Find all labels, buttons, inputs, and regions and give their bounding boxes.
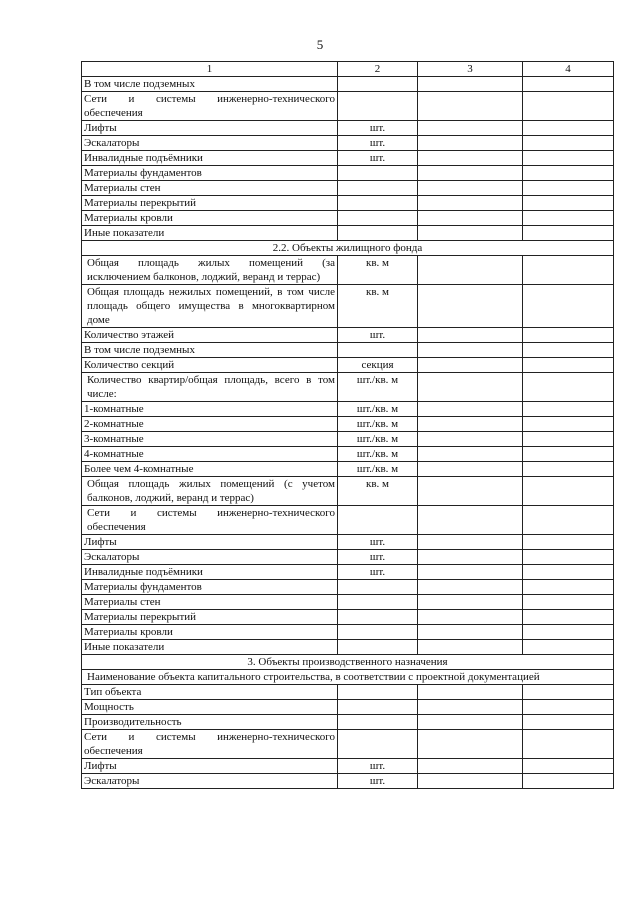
empty-cell-col4 xyxy=(523,759,614,774)
empty-cell-col3 xyxy=(418,285,523,328)
row-label: Эскалаторы xyxy=(82,136,338,151)
empty-cell-col3 xyxy=(418,685,523,700)
empty-cell-col3 xyxy=(418,166,523,181)
empty-cell-col3 xyxy=(418,77,523,92)
row-label: Сети и системы инженерно-технического обеспечения xyxy=(82,92,338,121)
empty-cell-col4 xyxy=(523,700,614,715)
empty-cell-col3 xyxy=(418,759,523,774)
empty-cell-col4 xyxy=(523,211,614,226)
empty-cell-col4 xyxy=(523,774,614,789)
empty-cell-col3 xyxy=(418,226,523,241)
row-unit xyxy=(338,610,418,625)
empty-cell-col4 xyxy=(523,417,614,432)
table-row xyxy=(82,343,614,358)
row-label: Количество этажей xyxy=(82,328,338,343)
empty-cell-col3 xyxy=(418,640,523,655)
table-row xyxy=(82,759,614,774)
empty-cell-col3 xyxy=(418,774,523,789)
empty-cell-col4 xyxy=(523,685,614,700)
empty-cell-col3 xyxy=(418,211,523,226)
empty-cell-col4 xyxy=(523,447,614,462)
table-row xyxy=(82,774,614,789)
section-heading: 2.2. Объекты жилищного фонда xyxy=(82,241,614,256)
row-label: В том числе подземных xyxy=(82,343,338,358)
empty-cell-col4 xyxy=(523,595,614,610)
table-row xyxy=(82,700,614,715)
row-unit xyxy=(338,226,418,241)
table-row xyxy=(82,595,614,610)
row-unit xyxy=(338,730,418,759)
empty-cell-col3 xyxy=(418,136,523,151)
table-row xyxy=(82,226,614,241)
empty-cell-col4 xyxy=(523,151,614,166)
empty-cell-col3 xyxy=(418,151,523,166)
empty-cell-col3 xyxy=(418,715,523,730)
row-unit: шт./кв. м xyxy=(338,402,418,417)
row-unit: шт. xyxy=(338,759,418,774)
row-label: Лифты xyxy=(82,759,338,774)
row-unit xyxy=(338,77,418,92)
row-unit: шт./кв. м xyxy=(338,417,418,432)
empty-cell-col3 xyxy=(418,92,523,121)
table-row xyxy=(82,670,614,685)
empty-cell-col4 xyxy=(523,285,614,328)
row-unit: кв. м xyxy=(338,285,418,328)
empty-cell-col4 xyxy=(523,550,614,565)
empty-cell-col3 xyxy=(418,196,523,211)
empty-cell-col3 xyxy=(418,462,523,477)
row-unit xyxy=(338,715,418,730)
table-row xyxy=(82,432,614,447)
empty-cell-col3 xyxy=(418,328,523,343)
empty-cell-col4 xyxy=(523,625,614,640)
empty-cell-col3 xyxy=(418,610,523,625)
empty-cell-col4 xyxy=(523,181,614,196)
row-label: Общая площадь жилых помещений (с учетом балконов, лоджий, веранд и террас) xyxy=(82,477,338,506)
empty-cell-col3 xyxy=(418,447,523,462)
column-header-1: 1 xyxy=(82,62,338,77)
table-row xyxy=(82,685,614,700)
row-unit xyxy=(338,211,418,226)
table-row xyxy=(82,550,614,565)
row-unit xyxy=(338,166,418,181)
empty-cell-col4 xyxy=(523,432,614,447)
empty-cell-col4 xyxy=(523,402,614,417)
empty-cell-col3 xyxy=(418,373,523,402)
column-header-3: 3 xyxy=(418,62,523,77)
row-label: Материалы стен xyxy=(82,595,338,610)
row-unit: шт. xyxy=(338,121,418,136)
empty-cell-col4 xyxy=(523,477,614,506)
table-row xyxy=(82,166,614,181)
row-label: Инвалидные подъёмники xyxy=(82,151,338,166)
row-label: Материалы кровли xyxy=(82,211,338,226)
table-row xyxy=(82,535,614,550)
row-label: Эскалаторы xyxy=(82,550,338,565)
page-number: 5 xyxy=(316,37,324,52)
table-row xyxy=(82,196,614,211)
table-body xyxy=(82,77,614,789)
table-row xyxy=(82,477,614,506)
table-row xyxy=(82,373,614,402)
empty-cell-col4 xyxy=(523,92,614,121)
empty-cell-col3 xyxy=(418,402,523,417)
table-row xyxy=(82,151,614,166)
row-label: Общая площадь нежилых помещений, в том числе площадь общего имущества в многоквартирном доме xyxy=(82,285,338,328)
row-unit: шт. xyxy=(338,136,418,151)
table-row xyxy=(82,256,614,285)
row-label: Более чем 4-комнатные xyxy=(82,462,338,477)
empty-cell-col4 xyxy=(523,610,614,625)
empty-cell-col3 xyxy=(418,256,523,285)
empty-cell-col4 xyxy=(523,358,614,373)
empty-cell-col4 xyxy=(523,715,614,730)
table-row xyxy=(82,506,614,535)
row-label: 2-комнатные xyxy=(82,417,338,432)
row-unit xyxy=(338,343,418,358)
row-label: В том числе подземных xyxy=(82,77,338,92)
row-label: Количество секций xyxy=(82,358,338,373)
table-row xyxy=(82,358,614,373)
empty-cell-col4 xyxy=(523,136,614,151)
table-row xyxy=(82,77,614,92)
empty-cell-col3 xyxy=(418,417,523,432)
table-row xyxy=(82,285,614,328)
empty-cell-col3 xyxy=(418,358,523,373)
table-row xyxy=(82,580,614,595)
row-unit xyxy=(338,625,418,640)
row-unit xyxy=(338,685,418,700)
empty-cell-col3 xyxy=(418,181,523,196)
row-label: Сети и системы инженерно-технического обеспечения xyxy=(82,730,338,759)
row-unit: шт. xyxy=(338,565,418,580)
empty-cell-col3 xyxy=(418,343,523,358)
empty-cell-col4 xyxy=(523,462,614,477)
row-label: Лифты xyxy=(82,121,338,136)
row-label: Эскалаторы xyxy=(82,774,338,789)
empty-cell-col4 xyxy=(523,640,614,655)
empty-cell-col4 xyxy=(523,343,614,358)
table-row xyxy=(82,565,614,580)
table-row xyxy=(82,181,614,196)
empty-cell-col4 xyxy=(523,565,614,580)
empty-cell-col3 xyxy=(418,595,523,610)
empty-cell-col4 xyxy=(523,373,614,402)
row-label: Лифты xyxy=(82,535,338,550)
empty-cell-col3 xyxy=(418,432,523,447)
column-header-4: 4 xyxy=(523,62,614,77)
row-label: Материалы перекрытий xyxy=(82,196,338,211)
empty-cell-col4 xyxy=(523,256,614,285)
table-row xyxy=(82,610,614,625)
row-unit: кв. м xyxy=(338,256,418,285)
table-row xyxy=(82,730,614,759)
row-label: Мощность xyxy=(82,700,338,715)
row-unit xyxy=(338,700,418,715)
empty-cell-col4 xyxy=(523,77,614,92)
row-label: Иные показатели xyxy=(82,640,338,655)
empty-cell-col4 xyxy=(523,121,614,136)
row-label: 3-комнатные xyxy=(82,432,338,447)
column-header-2: 2 xyxy=(338,62,418,77)
empty-cell-col4 xyxy=(523,226,614,241)
empty-cell-col3 xyxy=(418,700,523,715)
row-label: Количество квартир/общая площадь, всего в том числе: xyxy=(82,373,338,402)
table-header-row xyxy=(82,62,614,77)
empty-cell-col3 xyxy=(418,625,523,640)
row-label: 1-комнатные xyxy=(82,402,338,417)
indicators-table xyxy=(81,61,614,789)
table-row xyxy=(82,121,614,136)
row-unit xyxy=(338,196,418,211)
table-row xyxy=(82,462,614,477)
row-unit: шт. xyxy=(338,550,418,565)
row-label: Материалы перекрытий xyxy=(82,610,338,625)
row-label: Иные показатели xyxy=(82,226,338,241)
row-unit xyxy=(338,640,418,655)
empty-cell-col4 xyxy=(523,196,614,211)
empty-cell-col4 xyxy=(523,166,614,181)
row-label: Материалы фундаментов xyxy=(82,166,338,181)
row-label: Материалы кровли xyxy=(82,625,338,640)
empty-cell-col3 xyxy=(418,506,523,535)
row-unit xyxy=(338,92,418,121)
empty-cell-col4 xyxy=(523,535,614,550)
table-row xyxy=(82,640,614,655)
row-label: Общая площадь жилых помещений (за исключением балконов, лоджий, веранд и террас) xyxy=(82,256,338,285)
row-unit: шт. xyxy=(338,774,418,789)
table-row xyxy=(82,402,614,417)
row-label: Инвалидные подъёмники xyxy=(82,565,338,580)
row-unit: кв. м xyxy=(338,477,418,506)
table-row xyxy=(82,92,614,121)
row-unit: шт./кв. м xyxy=(338,462,418,477)
row-unit: шт. xyxy=(338,328,418,343)
empty-cell-col4 xyxy=(523,328,614,343)
row-label: Материалы стен xyxy=(82,181,338,196)
empty-cell-col3 xyxy=(418,580,523,595)
row-unit: шт./кв. м xyxy=(338,432,418,447)
row-label: Производительность xyxy=(82,715,338,730)
row-unit xyxy=(338,506,418,535)
row-label: Сети и системы инженерно-технического обеспечения xyxy=(82,506,338,535)
row-unit xyxy=(338,181,418,196)
empty-cell-col3 xyxy=(418,535,523,550)
table-row xyxy=(82,328,614,343)
table-row xyxy=(82,447,614,462)
empty-cell-col4 xyxy=(523,506,614,535)
empty-cell-col3 xyxy=(418,477,523,506)
section-heading: 3. Объекты производственного назначения xyxy=(82,655,614,670)
empty-cell-col4 xyxy=(523,730,614,759)
row-label: Наименование объекта капитального строительства, в соответствии с проектной документацией xyxy=(82,670,614,685)
empty-cell-col3 xyxy=(418,565,523,580)
row-unit xyxy=(338,595,418,610)
row-label: Материалы фундаментов xyxy=(82,580,338,595)
section-heading-row xyxy=(82,241,614,256)
table-row xyxy=(82,136,614,151)
table-row xyxy=(82,417,614,432)
row-unit: секция xyxy=(338,358,418,373)
row-unit xyxy=(338,580,418,595)
table-row xyxy=(82,211,614,226)
empty-cell-col3 xyxy=(418,121,523,136)
table-row xyxy=(82,625,614,640)
row-unit: шт. xyxy=(338,151,418,166)
row-unit: шт. xyxy=(338,535,418,550)
empty-cell-col3 xyxy=(418,730,523,759)
table-row xyxy=(82,715,614,730)
row-label: 4-комнатные xyxy=(82,447,338,462)
empty-cell-col3 xyxy=(418,550,523,565)
row-unit: шт./кв. м xyxy=(338,373,418,402)
empty-cell-col4 xyxy=(523,580,614,595)
row-label: Тип объекта xyxy=(82,685,338,700)
section-heading-row xyxy=(82,655,614,670)
row-unit: шт./кв. м xyxy=(338,447,418,462)
